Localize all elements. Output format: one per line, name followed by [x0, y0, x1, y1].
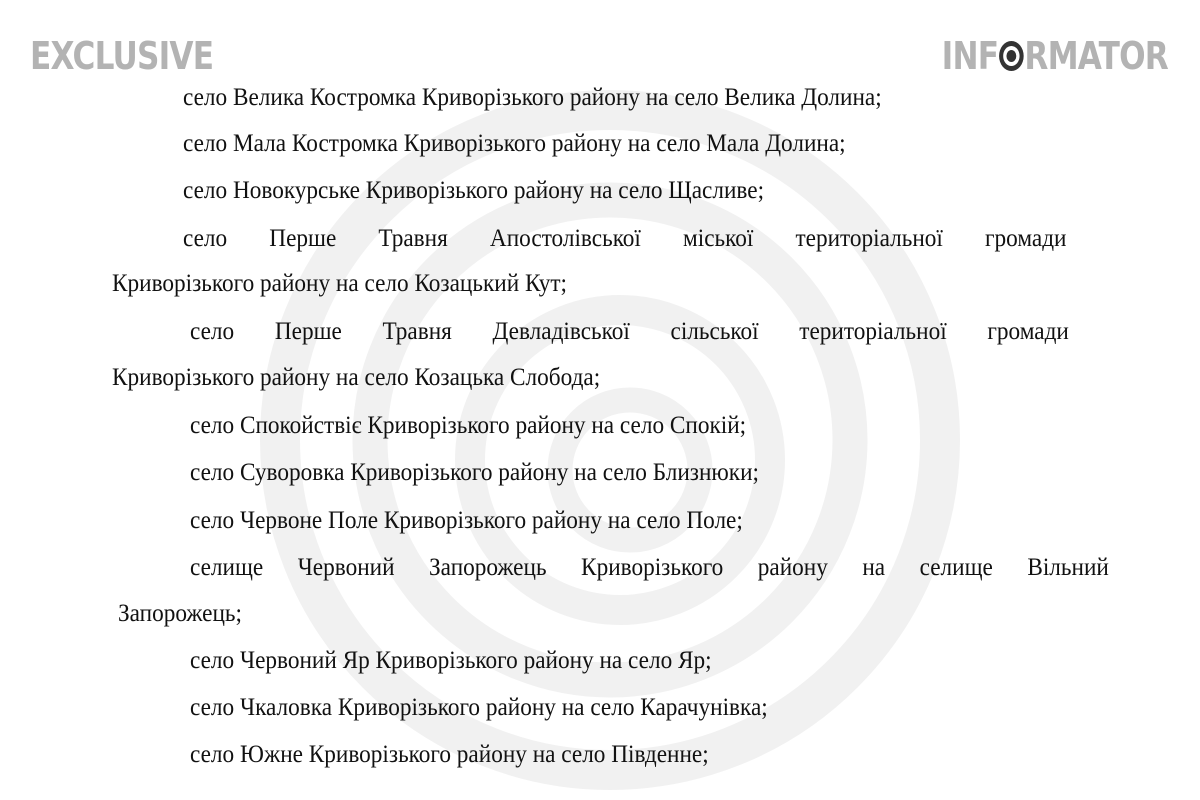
text-line: село Червоний Яр Криворізького району на село Яр; [190, 647, 712, 674]
eye-icon [999, 41, 1024, 71]
text-line: село Суворовка Криворізького району на село Близнюки; [190, 459, 760, 486]
text-line: село Червоне Поле Криворізького району на село Поле; [190, 507, 743, 534]
text-line: село Мала Костромка Криворізького району на село Мала Долина; [183, 130, 846, 157]
informator-logo [942, 34, 1168, 78]
text-line: Криворізького району на село Козацький Кут; [112, 270, 567, 297]
text-line: село Спокойствіє Криворізького району на село Спокій; [190, 412, 747, 439]
logo-text-right: RMATOR [1024, 34, 1168, 78]
text-line: Криворізького району на село Козацька Слобода; [112, 364, 601, 391]
text-line: село Велика Костромка Криворізького району на село Велика Долина; [183, 84, 882, 111]
text-line: село Новокурське Криворізького району на село Щасливе; [183, 177, 765, 204]
exclusive-label: EXCLUSIVE [30, 34, 214, 78]
text-line: село Южне Криворізького району на село Південне; [190, 741, 709, 768]
text-line: село Перше Травня Девладівської сільської територіальної громади [190, 318, 1069, 345]
text-line: селище Червоний Запорожець Криворізького району на селище Вільний [190, 554, 1109, 581]
text-line: село Чкаловка Криворізького району на село Карачунівка; [190, 694, 768, 721]
text-line: село Перше Травня Апостолівської міської територіальної громади [183, 225, 1067, 252]
text-line: Запорожець; [118, 600, 242, 627]
logo-text-left: INF [941, 34, 999, 78]
